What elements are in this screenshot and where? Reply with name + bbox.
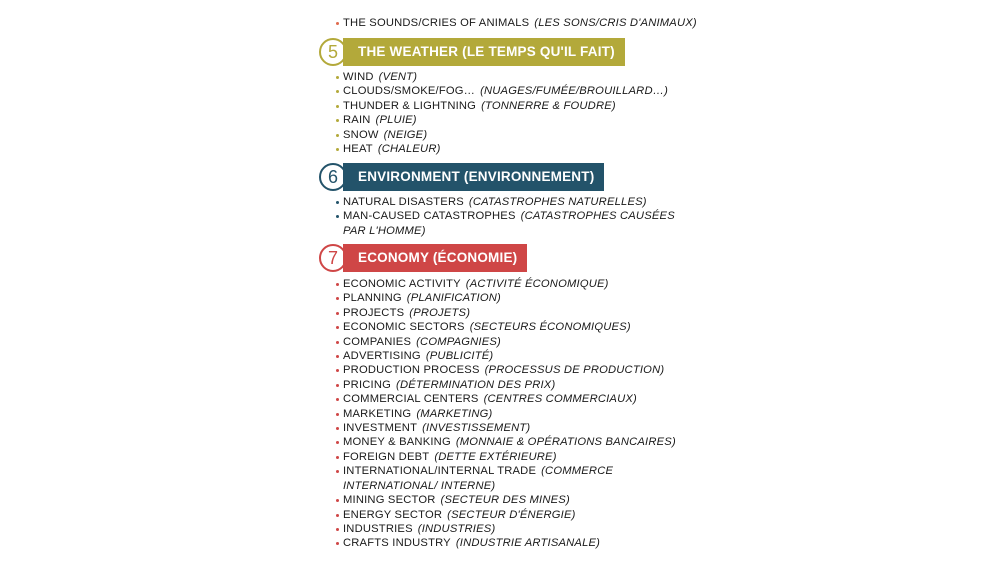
list-item <box>343 435 683 449</box>
bullet-dot-icon <box>336 119 339 122</box>
item-french: (ACTIVITÉ ÉCONOMIQUE) <box>465 278 609 290</box>
list-item <box>343 407 683 421</box>
item-english: THE SOUNDS/CRIES OF ANIMALS <box>343 17 530 29</box>
animals-list <box>319 16 697 30</box>
item-english: SNOW <box>343 128 379 141</box>
list-item <box>343 142 668 156</box>
item-english: ADVERTISING <box>343 350 421 363</box>
list-item <box>343 493 683 507</box>
item-english: INDUSTRIES <box>343 522 413 535</box>
item-english: INVESTMENT <box>343 422 418 435</box>
bullet-dot-icon <box>336 201 339 204</box>
environment-section-title: ENVIRONMENT (ENVIRONNEMENT) <box>343 163 604 191</box>
bullet-dot-icon <box>336 470 339 473</box>
item-english: ECONOMIC ACTIVITY <box>343 278 461 290</box>
list-item <box>343 349 683 363</box>
item-english: FOREIGN DEBT <box>343 450 430 463</box>
bullet-dot-icon <box>336 148 339 151</box>
list-item <box>343 291 683 305</box>
item-french: (VENT) <box>378 71 418 83</box>
item-french: (SECTEUR D'ÉNERGIE) <box>447 508 576 521</box>
item-french: (NEIGE) <box>383 128 428 141</box>
item-french: (PROJETS) <box>409 306 471 319</box>
item-french: (PUBLICITÉ) <box>425 350 494 363</box>
bullet-dot-icon <box>336 105 339 108</box>
item-french: (PLANIFICATION) <box>406 292 501 305</box>
item-french: (MONNAIE & OPÉRATIONS BANCAIRES) <box>455 436 676 449</box>
item-english: NATURAL DISASTERS <box>343 196 464 208</box>
item-french: (SECTEUR DES MINES) <box>440 494 570 507</box>
bullet-dot-icon <box>336 542 339 545</box>
list-item <box>343 84 668 98</box>
item-english: MINING SECTOR <box>343 494 436 507</box>
bullet-dot-icon <box>336 413 339 416</box>
bullet-dot-icon <box>336 384 339 387</box>
bullet-dot-icon <box>336 355 339 358</box>
item-english: CRAFTS INDUSTRY <box>343 537 451 550</box>
list-item <box>343 70 668 84</box>
bullet-dot-icon <box>336 76 339 79</box>
list-item <box>343 378 683 392</box>
item-english: PLANNING <box>343 292 402 305</box>
item-english: COMMERCIAL CENTERS <box>343 393 479 406</box>
bullet-dot-icon <box>336 456 339 459</box>
item-english: PROJECTS <box>343 306 405 319</box>
environment-list <box>319 195 683 238</box>
item-french: (LES SONS/CRIS D'ANIMAUX) <box>534 17 697 29</box>
list-item <box>343 99 668 113</box>
item-english: MAN-CAUSED CATASTROPHES <box>343 210 516 223</box>
item-french: (CHALEUR) <box>377 143 441 156</box>
bullet-dot-icon <box>336 369 339 372</box>
item-french: (PROCESSUS DE PRODUCTION) <box>484 364 665 377</box>
economy-list <box>319 277 683 551</box>
bullet-dot-icon <box>336 326 339 329</box>
item-french: (DÉTERMINATION DES PRIX) <box>396 378 556 391</box>
item-french: (TONNERRE & FOUDRE) <box>481 99 616 112</box>
list-item <box>343 306 683 320</box>
item-english: ECONOMIC SECTORS <box>343 321 465 334</box>
item-english: CLOUDS/SMOKE/FOG… <box>343 85 476 98</box>
item-french: (COMPAGNIES) <box>416 335 501 348</box>
bullet-dot-icon <box>336 427 339 430</box>
item-french: (INDUSTRIE ARTISANALE) <box>455 537 601 550</box>
bullet-dot-icon <box>336 514 339 517</box>
item-english: RAIN <box>343 114 371 127</box>
list-item <box>343 209 683 238</box>
item-french: (PLUIE) <box>375 114 417 127</box>
item-french: (CATASTROPHES NATURELLES) <box>468 196 647 208</box>
weather-section-title: THE WEATHER (LE TEMPS QU'IL FAIT) <box>343 38 625 66</box>
list-item <box>343 392 683 406</box>
list-item <box>343 277 683 291</box>
list-item <box>343 113 668 127</box>
bullet-dot-icon <box>336 297 339 300</box>
bullet-dot-icon <box>336 528 339 531</box>
item-french: (CATASTROPHES CAUSÉES PAR L'HOMME) <box>343 210 675 237</box>
item-english: WIND <box>343 71 374 83</box>
list-item <box>343 464 683 493</box>
list-item <box>343 128 668 142</box>
item-french: (CENTRES COMMERCIAUX) <box>483 393 637 406</box>
bullet-dot-icon <box>336 283 339 286</box>
bullet-dot-icon <box>336 499 339 502</box>
weather-list <box>319 70 668 156</box>
item-english: ENERGY SECTOR <box>343 508 443 521</box>
item-english: MONEY & BANKING <box>343 436 451 449</box>
environment-section-number: 6 <box>319 163 347 191</box>
economy-section-title: ECONOMY (ÉCONOMIE) <box>343 244 527 272</box>
bullet-dot-icon <box>336 312 339 315</box>
item-english: HEAT <box>343 143 373 156</box>
bullet-dot-icon <box>336 398 339 401</box>
bullet-dot-icon <box>336 341 339 344</box>
item-french: (SECTEURS ÉCONOMIQUES) <box>469 321 631 334</box>
bullet-dot-icon <box>336 134 339 137</box>
bullet-dot-icon <box>336 90 339 93</box>
list-item <box>343 522 683 536</box>
list-item <box>343 536 683 550</box>
list-item <box>343 16 697 30</box>
list-item <box>343 450 683 464</box>
item-english: THUNDER & LIGHTNING <box>343 99 477 112</box>
item-french: (DETTE EXTÉRIEURE) <box>434 450 557 463</box>
list-item <box>343 195 683 209</box>
item-french: (MARKETING) <box>416 407 493 420</box>
list-item <box>343 320 683 334</box>
weather-section-number: 5 <box>319 38 347 66</box>
list-item <box>343 335 683 349</box>
item-french: (INVESTISSEMENT) <box>422 422 531 435</box>
list-item <box>343 508 683 522</box>
item-french: (COMMERCE INTERNATIONAL/ INTERNE) <box>343 465 614 492</box>
list-item <box>343 421 683 435</box>
list-item <box>343 363 683 377</box>
item-french: (INDUSTRIES) <box>417 522 496 535</box>
bullet-dot-icon <box>336 441 339 444</box>
bullet-dot-icon <box>336 22 339 25</box>
item-english: COMPANIES <box>343 335 412 348</box>
item-english: PRICING <box>343 378 392 391</box>
item-french: (NUAGES/FUMÉE/BROUILLARD…) <box>480 85 669 98</box>
item-english: MARKETING <box>343 407 412 420</box>
item-english: PRODUCTION PROCESS <box>343 364 480 377</box>
item-english: INTERNATIONAL/INTERNAL TRADE <box>343 465 537 478</box>
bullet-dot-icon <box>336 215 339 218</box>
economy-section-number: 7 <box>319 244 347 272</box>
